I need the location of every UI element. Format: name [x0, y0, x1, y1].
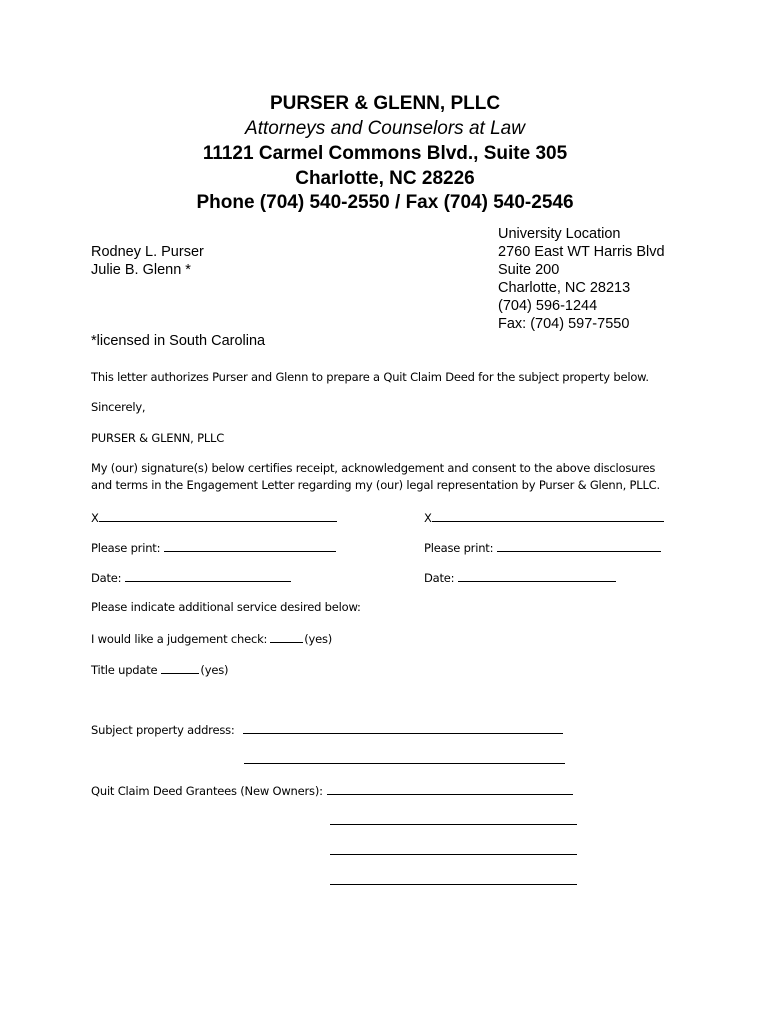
firm-address: 11121 Carmel Commons Blvd., Suite 305	[202, 143, 568, 164]
judgement-check-suffix: (yes)	[304, 632, 333, 646]
firm-name: PURSER & GLENN, PLLC	[269, 93, 501, 114]
date-field-right[interactable]	[424, 569, 616, 585]
grantees-line[interactable]	[330, 884, 577, 885]
firm-tagline: Attorneys and Counselors at Law	[245, 118, 525, 139]
signature-line[interactable]	[99, 509, 337, 522]
attorney-name: Rodney L. Purser	[91, 244, 204, 260]
print-label: Please print:	[91, 541, 161, 555]
university-location-line: (704) 596-1244	[498, 298, 598, 314]
signature-x-mark: X	[91, 511, 99, 525]
licensed-note: *licensed in South Carolina	[91, 333, 266, 349]
signature-field-left[interactable]	[91, 509, 337, 525]
services-intro: Please indicate additional service desired below:	[91, 600, 361, 614]
judgement-check-label: I would like a judgement check:	[91, 632, 268, 646]
signature-x-mark: X	[424, 511, 432, 525]
judgement-check-blank[interactable]	[270, 630, 303, 643]
firm-city: Charlotte, NC 28226	[295, 168, 475, 189]
property-address-line[interactable]	[243, 721, 563, 734]
title-update-blank[interactable]	[161, 661, 199, 674]
signature-field-right[interactable]	[424, 509, 664, 525]
title-update-field[interactable]	[91, 661, 228, 677]
university-location-line: Fax: (704) 597-7550	[498, 316, 630, 332]
property-address-line[interactable]	[244, 763, 565, 764]
attorney-name: Julie B. Glenn *	[91, 262, 191, 278]
signature-firm: PURSER & GLENN, PLLC	[91, 431, 225, 445]
date-field-left[interactable]	[91, 569, 291, 585]
print-name-line[interactable]	[164, 539, 336, 552]
property-address-label: Subject property address:	[91, 723, 235, 737]
print-name-line[interactable]	[497, 539, 661, 552]
firm-phone-fax: Phone (704) 540-2550 / Fax (704) 540-2546	[196, 192, 574, 213]
university-location-line: 2760 East WT Harris Blvd	[498, 244, 665, 260]
grantees-line[interactable]	[327, 782, 573, 795]
university-location-line: Charlotte, NC 28213	[498, 280, 631, 296]
title-update-suffix: (yes)	[200, 663, 229, 677]
print-label: Please print:	[424, 541, 494, 555]
date-line[interactable]	[458, 569, 616, 582]
property-address-field[interactable]	[91, 721, 563, 737]
grantees-field[interactable]	[91, 782, 573, 798]
grantees-label: Quit Claim Deed Grantees (New Owners):	[91, 784, 323, 798]
certification-text: and terms in the Engagement Letter regarding my (our) legal representation by Purser & Glenn, PLLC.	[91, 478, 660, 492]
date-line[interactable]	[125, 569, 291, 582]
title-update-label: Title update	[91, 663, 158, 677]
judgement-check-field[interactable]	[91, 630, 332, 646]
signature-line[interactable]	[432, 509, 664, 522]
university-location-title: University Location	[498, 226, 621, 242]
closing-text: Sincerely,	[91, 400, 146, 414]
university-location-line: Suite 200	[498, 262, 560, 278]
certification-text: My (our) signature(s) below certifies receipt, acknowledgement and consent to the above disclosures	[91, 461, 656, 475]
date-label: Date:	[424, 571, 455, 585]
print-name-field-left[interactable]	[91, 539, 336, 555]
grantees-line[interactable]	[330, 824, 577, 825]
authorization-text: This letter authorizes Purser and Glenn to prepare a Quit Claim Deed for the subject property below.	[91, 370, 649, 384]
grantees-line[interactable]	[330, 854, 577, 855]
print-name-field-right[interactable]	[424, 539, 661, 555]
date-label: Date:	[91, 571, 122, 585]
